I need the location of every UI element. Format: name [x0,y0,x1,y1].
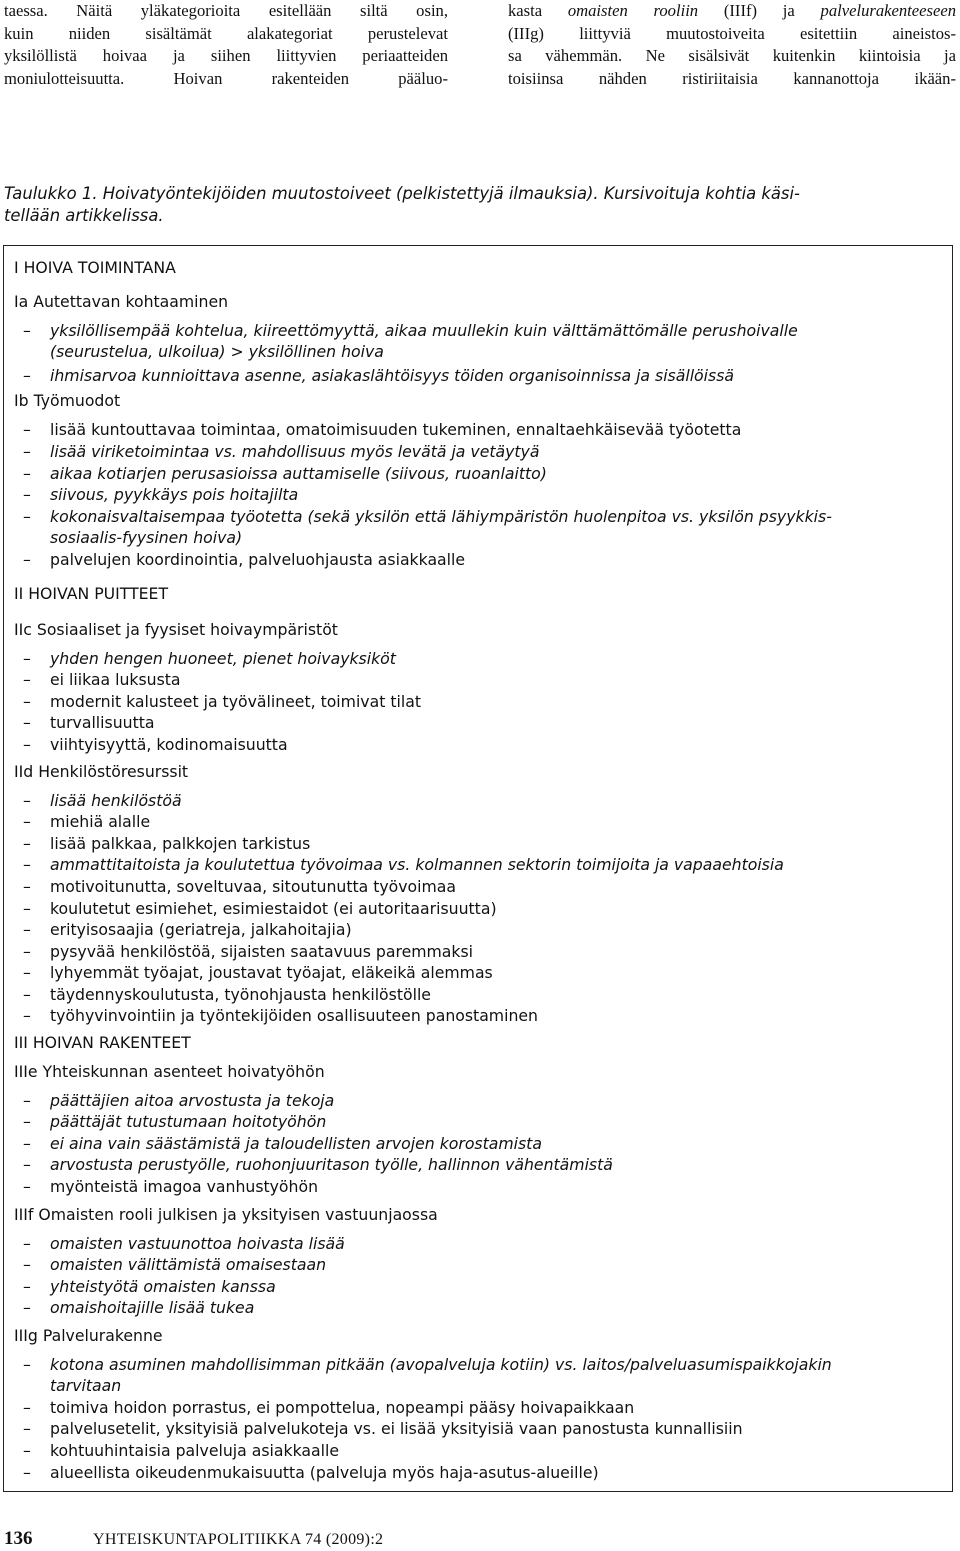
list-item [23,366,734,385]
item-text: pysyvää henkilöstöä, sijaisten saatavuus paremmaksi [50,942,474,961]
dash: – [23,464,31,483]
list-item [23,1112,326,1131]
item-text: myönteistä imagoa vanhustyöhön [50,1177,319,1196]
dash: – [23,1355,31,1374]
dash: – [23,713,31,732]
dash: – [23,1277,31,1296]
dash: – [23,855,31,874]
item-text: koulutetut esimiehet, esimiestaidot (ei autoritaarisuutta) [50,899,497,918]
item-text: erityisosaajia (geriatreja, jalkahoitajia) [50,920,352,939]
dash: – [23,1255,31,1274]
item-text: yksilöllisempää kohtelua, kiireettömyyttä, aikaa muullekin kuin välttämättömälle perushoivalle [50,321,798,340]
dash: – [23,1234,31,1253]
list-item [23,1398,634,1417]
text-fragment: kasta [508,1,568,20]
dash: – [23,442,31,461]
dash: – [23,1463,31,1482]
list-item [23,963,493,982]
item-text: lyhyemmät työajat, joustavat työajat, eläkeikä alemmas [50,963,493,982]
item-text: kotona asuminen mahdollisimman pitkään (avopalveluja kotiin) vs. laitos/palveluasumispaikkojakin [50,1355,832,1374]
section-heading: II HOIVAN PUITTEET [14,584,169,603]
item-text: ei aina vain säästämistä ja taloudellisten arvojen korostamista [50,1134,542,1153]
caption-line: tellään artikkelissa. [4,206,164,225]
subsection-heading: IId Henkilöstöresurssit [14,762,189,781]
list-item-continuation: sosiaalis-fyysinen hoiva) [50,528,243,547]
text-line: (IIIg) liittyviä muutostoiveita esitettiin aineistos- [508,23,956,43]
text-line: moniulotteisuutta. Hoivan rakenteiden pääluo- [4,68,448,88]
item-text-italic: mahdollisuus myös levätä ja vetäytyä [236,442,540,461]
item-text: toimiva hoidon porrastus, ei pompottelua, nopeampi pääsy hoivapaikkaan [50,1398,635,1417]
item-text: päättäjien aitoa arvostusta ja tekoja [50,1091,335,1110]
list-item [23,1155,613,1174]
item-text: arvostusta perustyölle, ruohonjuuritason työlle, hallinnon vähentämistä [50,1155,613,1174]
dash: – [23,1398,31,1417]
text-line [508,0,956,23]
dash: – [23,1112,31,1131]
item-text: ihmisarvoa kunnioittava asenne, asiakaslähtöisyys töiden organisoinnissa ja sisällöissä [50,366,734,385]
list-item [23,812,150,831]
dash: – [23,420,31,439]
italic-term: palvelurakenteeseen [820,1,956,20]
right-text-column [508,0,956,90]
item-text: lisää kuntouttavaa toimintaa, omatoimisuuden tukeminen, ennaltaehkäisevää työotetta [50,420,742,439]
item-text: päättäjät tutustumaan hoitotyöhön [50,1112,327,1131]
journal-name: YHTEISKUNTAPOLITIIKKA 74 (2009):2 [93,1531,384,1548]
dash: – [23,963,31,982]
section-heading: III HOIVAN RAKENTEET [14,1033,191,1052]
list-item [23,1006,538,1025]
item-text: omaishoitajille lisää tukea [50,1298,255,1317]
list-item [23,877,456,896]
dash: – [23,877,31,896]
list-item [23,1234,345,1253]
list-item [23,855,784,874]
item-text: motivoitunutta, soveltuvaa, sitoutunutta työvoimaa [50,877,457,896]
item-text: modernit kalusteet ja työvälineet, toimivat tilat [50,692,421,711]
dash: – [23,812,31,831]
list-item [23,942,473,961]
dash: – [23,735,31,754]
item-text: alueellista oikeudenmukaisuutta (palveluja myös haja-asutus-alueille) [50,1463,599,1482]
item-text: lisää palkkaa, palkkojen tarkistus [50,834,311,853]
italic-term: omaisten rooliin [567,1,699,20]
item-text: aikaa kotiarjen perusasioissa auttamiselle (siivous, ruoanlaitto) [50,464,547,483]
page-number: 136 [4,1528,33,1549]
left-text-column [4,0,448,90]
dash: – [23,1134,31,1153]
subsection-heading: Ib Työmuodot [14,391,121,410]
list-item [23,507,832,526]
section-heading: I HOIVA TOIMINTANA [14,258,176,277]
dash: – [23,834,31,853]
item-text: työhyvinvointiin ja työntekijöiden osallisuuteen panostaminen [50,1006,538,1025]
list-item [23,1463,599,1482]
list-item [23,692,421,711]
list-item [23,920,352,939]
list-item [23,670,181,689]
list-item [23,735,288,754]
dash: – [23,649,31,668]
list-item-continuation: tarvitaan [50,1376,122,1395]
subsection-heading: IIIf Omaisten rooli julkisen ja yksityisen vastuunjaossa [14,1205,438,1224]
list-item [23,1134,542,1153]
list-item [23,1091,334,1110]
item-text: ei liikaa luksusta [50,670,181,689]
dash: – [23,366,31,385]
item-text: lisää henkilöstöä [50,791,182,810]
dash: – [23,550,31,569]
item-text-italic: lisää viriketoimintaa vs. [50,442,237,461]
item-text: viihtyisyyttä, kodinomaisuutta [50,735,288,754]
dash: – [23,1006,31,1025]
list-item [23,834,310,853]
dash: – [23,942,31,961]
item-text: palvelujen koordinointia, palveluohjausta asiakkaalle [50,550,466,569]
subsection-heading: IIc Sosiaaliset ja fyysiset hoivaympäristöt [14,620,338,639]
list-item [23,321,798,340]
list-item [23,1419,743,1438]
dash: – [23,1155,31,1174]
list-item [23,485,298,504]
dash: – [23,1441,31,1460]
subsection-heading: IIIg Palvelurakenne [14,1326,163,1345]
list-item [23,550,465,569]
dash: – [23,507,31,526]
list-item [23,1355,832,1374]
list-item [23,1441,339,1460]
list-item [23,464,547,483]
list-item [23,791,182,810]
item-text: omaisten välittämistä omaisestaan [50,1255,327,1274]
item-text: ammattitaitoista ja koulutettua työvoimaa vs. kolmannen sektorin toimijoita ja vapaaehtoisia [50,855,784,874]
list-item [23,1177,318,1196]
item-text: omaisten vastuunottoa hoivasta lisää [50,1234,345,1253]
dash: – [23,920,31,939]
text-fragment: (IIIf) ja [698,1,821,20]
text-line: toisiinsa nähden ristiriitaisia kannanottoja ikään- [508,68,956,88]
table-1 [3,245,953,1492]
subsection-heading: Ia Autettavan kohtaaminen [14,292,229,311]
item-text: palvelusetelit, yksityisiä palvelukoteja vs. ei lisää yksityisiä vaan panostusta kunnallisiin [50,1419,743,1438]
dash: – [23,321,31,340]
text-line: taessa. Näitä yläkategorioita esitellään siltä osin, [4,1,448,20]
dash: – [23,985,31,1004]
list-item [23,1255,326,1274]
text-line: yksilöllistä hoivaa ja siihen liittyvien periaatteiden [4,46,448,66]
list-item [23,713,155,732]
list-item [23,1298,254,1317]
list-item [23,1277,276,1296]
dash: – [23,485,31,504]
item-text: miehiä alalle [50,812,151,831]
item-text: siivous, pyykkäys pois hoitajilta [50,485,299,504]
table-caption [4,183,954,227]
list-item [23,442,539,461]
list-item [23,985,431,1004]
subsection-heading: IIIe Yhteiskunnan asenteet hoivatyöhön [14,1062,325,1081]
text-line: sa vähemmän. Ne sisälsivät kuitenkin kiintoisia ja [508,46,956,66]
dash: – [23,899,31,918]
list-item [23,649,396,668]
caption-line: Taulukko 1. Hoivatyöntekijöiden muutostoiveet (pelkistettyjä ilmauksia). Kursivoituja kohtia käsi- [4,184,800,203]
list-item [23,899,497,918]
dash: – [23,1419,31,1438]
item-text: kokonaisvaltaisempaa työotetta (sekä yksilön että lähiympäristön huolenpitoa vs. yksilön psyykkis- [50,507,832,526]
dash: – [23,1091,31,1110]
item-text: kohtuuhintaisia palveluja asiakkaalle [50,1441,339,1460]
dash: – [23,1298,31,1317]
item-text: yhteistyötä omaisten kanssa [50,1277,276,1296]
list-item-continuation: (seurustelua, ulkoilua) > yksilöllinen hoiva [50,342,384,361]
item-text: täydennyskoulutusta, työnohjausta henkilöstölle [50,985,431,1004]
dash: – [23,1177,31,1196]
dash: – [23,692,31,711]
text-line: kuin niiden sisältämät alakategoriat perustelevat [4,23,448,43]
dash: – [23,670,31,689]
dash: – [23,791,31,810]
item-text: yhden hengen huoneet, pienet hoivayksiköt [50,649,396,668]
list-item [23,420,741,439]
item-text: turvallisuutta [50,713,155,732]
